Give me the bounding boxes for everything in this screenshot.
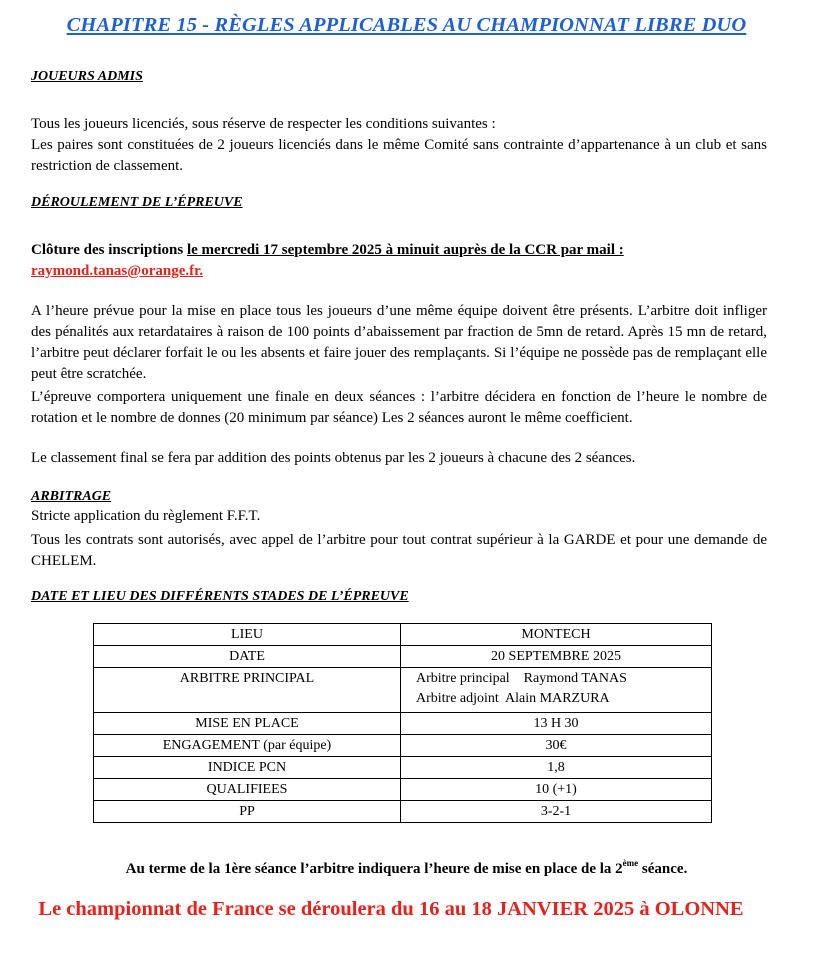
table-row	[94, 668, 712, 713]
table-row	[94, 779, 712, 801]
table-row	[94, 735, 712, 757]
table-row	[94, 624, 712, 646]
row-value-indice: 1,8	[401, 757, 712, 779]
deroulement-paragraph-2: L’épreuve comportera uniquement une finale en deux séances : l’arbitre décidera en fonction de l’heure le nombre de rotation et le nombre de donnes (20 minimum par séance) Les 2 séances auront le même coefficient.	[31, 389, 767, 426]
arbitrage-paragraph-2: Tous les contrats sont autorisés, avec appel de l’arbitre pour tout contrat supérieur à la GARDE et pour une demande de CHELEM.	[31, 532, 767, 569]
joueurs-paragraph-2: Les paires sont constituées de 2 joueurs licenciés dans le même Comité sans contrainte d’appartenance à un club et sans restriction de classement.	[31, 137, 767, 174]
seance-note	[0, 858, 813, 878]
row-value-pp: 3-2-1	[401, 801, 712, 823]
row-label-mise-en-place: MISE EN PLACE	[94, 713, 401, 735]
row-label-indice: INDICE PCN	[94, 757, 401, 779]
table-row	[94, 646, 712, 668]
row-label-lieu: LIEU	[94, 624, 401, 646]
row-value-mise-en-place: 13 H 30	[401, 713, 712, 735]
arbitre-adjoint: Arbitre adjoint Alain MARZURA	[416, 691, 610, 706]
epreuve-table	[93, 623, 712, 823]
heading-deroulement: DÉROULEMENT DE L’ÉPREUVE	[31, 195, 243, 210]
note-text: Au terme de la 1ère séance l’arbitre indiquera l’heure de mise en place de la 2	[125, 861, 623, 877]
table-row	[94, 713, 712, 735]
row-label-pp: PP	[94, 801, 401, 823]
row-value-engagement: 30€	[401, 735, 712, 757]
cloture-date: le mercredi 17 septembre 2025 à minuit auprès de la CCR par mail :	[186, 242, 624, 258]
row-value-arbitre	[401, 668, 712, 713]
row-label-date: DATE	[94, 646, 401, 668]
arbitrage-paragraph-1: Stricte application du règlement F.F.T.	[31, 508, 261, 524]
email-line	[31, 263, 203, 280]
deroulement-paragraph-3: Le classement final se fera par addition des points obtenus par les 2 joueurs à chacune des 2 séances.	[31, 450, 636, 466]
note-superscript: ème	[622, 858, 639, 868]
joueurs-paragraph-1: Tous les joueurs licenciés, sous réserve de respecter les conditions suivantes :	[31, 116, 496, 132]
table-row	[94, 801, 712, 823]
cloture-line	[31, 242, 624, 259]
heading-joueurs-admis: JOUEURS ADMIS	[31, 69, 143, 84]
deroulement-paragraph-1: A l’heure prévue pour la mise en place tous les joueurs d’une même équipe doivent être présents. L’arbitre doit infliger des pénalités aux retardataires à raison de 100 points d’abaissement par fraction de 5mn de retard. Après 15 mn de retard, l’arbitre peut déclarer forfait le ou les absents et faire jouer des remplaçants. Si l’équipe ne possède pas de remplaçant elle peut être scratchée.	[31, 303, 767, 382]
row-value-date: 20 SEPTEMBRE 2025	[401, 646, 712, 668]
contact-email-link[interactable]: raymond.tanas@orange.fr.	[31, 263, 204, 279]
table-row	[94, 757, 712, 779]
championnat-france-announcement: Le championnat de France se déroulera du 16 au 18 JANVIER 2025 à OLONNE	[38, 898, 744, 920]
row-label-qualifiees: QUALIFIEES	[94, 779, 401, 801]
note-text-end: séance.	[638, 861, 688, 877]
arbitre-principal: Arbitre principal Raymond TANAS	[416, 671, 627, 686]
row-value-qualifiees: 10 (+1)	[401, 779, 712, 801]
row-value-lieu: MONTECH	[401, 624, 712, 646]
row-label-engagement: ENGAGEMENT (par équipe)	[94, 735, 401, 757]
heading-date-lieu: DATE ET LIEU DES DIFFÉRENTS STADES DE L’ÉPREUVE	[31, 589, 409, 604]
heading-arbitrage: ARBITRAGE	[31, 489, 112, 504]
page-title: CHAPITRE 15 - RÈGLES APPLICABLES AU CHAMPIONNAT LIBRE DUO	[66, 14, 747, 36]
cloture-label: Clôture des inscriptions	[31, 242, 187, 258]
row-label-arbitre: ARBITRE PRINCIPAL	[94, 668, 401, 713]
